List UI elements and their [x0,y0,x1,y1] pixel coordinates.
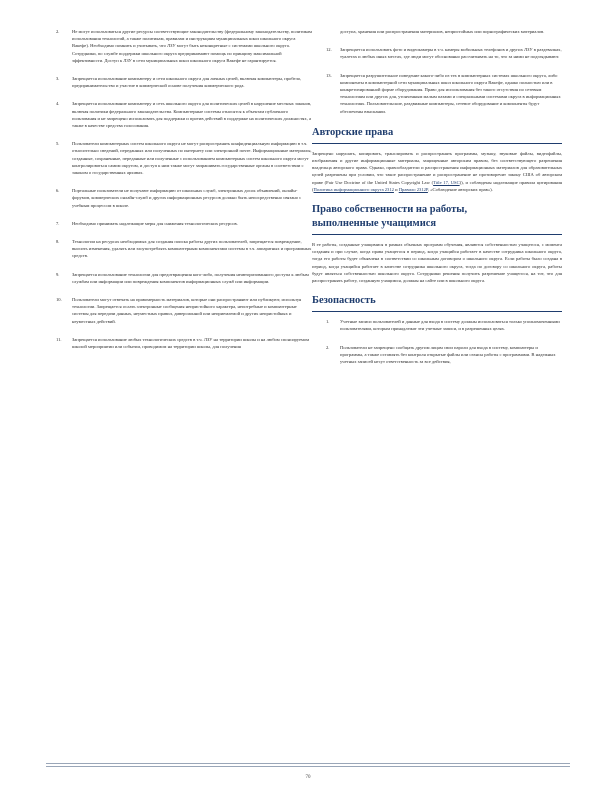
item-text: Пользователи могут отвечать на правомерность материалов, которые они распространяют или публикуют, используя технологии. Запрещается ослать электронные сообщения непристойного характера, непотребные и компьютерные системы для передачи данных, неуместных правил, диверсионной или неприемлемой и других непристойных и неуместных действий. [72,297,302,324]
item-text: Запрещается использование технологии для предотвращения кого-либо, получения неавторизованного доступа к любым службам или информации или повреждения компонентов информационных служб или информации. [72,271,309,284]
item-number: 6. [56,188,60,194]
copyright-heading: Авторские права [312,126,562,144]
item-text: Запрещается использование компьютеру и сети школьного округа для личных целей, включая компьютеры, пробело, предпринимательство и участие в коммерческой основе получения коммерческого рода. [72,76,302,89]
list-item [56,75,312,89]
list-item [56,187,312,209]
ownership-paragraph: В ее работы, созданные учащимися в рамках обычных программ обучения, являются собственностью учащегося, с момента создания и при случае, когда права учащегося в период, когда учащийся работает в качестве сотрудника школьного округа, тогда его работы будет объявлена в соответствии со школьным договором о школьного округа. Если работы было создана в период, когда учащийся работает в качестве сотрудника школьного округа, тогда по договору со школьного округа, работы будут являться собственностью школьного округа. Сотрудники решения получить разрешение учащегося, на тот, что для распространять работу, созданную учащимся, должны на сайте или в школьного округа. [312,242,562,284]
item-text: Не могут использоваться другие ресурсы соответствующие законодательству (федеральному законодательству, политикам использования технологий, а также политикам, правилам и инструкциям муниципальных школ школьного округа Вакефе). Необходимо помнить и учитывать, что ЛЗУ могут быть неконкретные с системами школьного округа. Сотрудники, по службе поддержки школьного округа предпринимают помощь по принципу максимальной эффективности. Доступ к ЛЗУ в сети муниципальных школ школьного округа Вакефе не гарантируется. [72,29,312,63]
item-text: Портальные пользователи не получают информацию от школьных служб, электронных досок объявлений, онлайн-форумов, коммерческих онлайн-служб и других информационных ресурсов должно быть непосредственно связано с учебным процессом в школе. [72,188,302,208]
right-column [312,28,562,376]
item-number: 2. [326,344,330,350]
footer-divider-secondary [46,766,570,767]
item-text: Запрещается использование компьютеру и сеть школьного округа для политических целей в нарушение местных законов, включая политики федерального законодательства. Компьютерные системы относятся к объектам публичного пользования и не запрещено использовать для поддержки и против действий в поддержке на политических должностях, а также в качестве средства голосования. [72,101,312,129]
list-item [312,318,562,332]
item-text: Запрещается использовать фото и видеокамеры в т.ч. камеры мобильных телефонов и других ЛЗУ в раздевалках, туалетах и любых иных местах, где люди могут обоснованно рассчитывать на то, что за ними не подглядывают. [340,47,562,60]
item-text: Пользователи не запрещено сообщать другим лицам свои пароли для входа в систему, компьютеры и программы, а также оставлять без контроля открытые файлы или сеансы работы с программами. В надежных учетных записей несут ответственность за все действия, [340,344,556,365]
page-number: 70 [305,775,311,780]
item-number: 2. [56,29,60,34]
security-list [312,318,562,365]
item-number: 11. [56,336,62,342]
item-number: 13. [326,72,332,78]
security-heading: Безопасность [312,294,562,312]
list-item [312,46,562,60]
item-number: 12. [326,47,332,53]
list-item [56,100,312,129]
list-item [56,140,312,176]
list-item [56,238,312,260]
rules-list-continued [312,46,562,115]
item-number: 8. [56,239,60,245]
left-column [56,28,312,361]
item-number: 4. [56,101,60,107]
list-item [312,72,562,115]
item-text: Учетные записи пользователей и данные для входа в систему должны использоваться только уполномоченными пользователями, которым принадлежат эти учетные записи, и в разрешенных целях. [340,319,560,332]
item-number: 5. [56,141,60,147]
item-text: Запрещается использование любых технологических средств в т.ч. ЛЗУ на территории школы и на любом спонсируемом школой мероприятии или событии, проводимом на территории школы, для получения [72,336,310,350]
ownership-heading: Право собственности на работы, выполненные учащимися [312,203,562,235]
list-item [56,28,312,64]
item-text: Технологии на ресурсах необходимых для создания поиска работы других пользователей, запрещается повреждение, вносить изменения, удалять или злоупотреблять компьютерным компонентами системы в т.ч. аппаратных и программных средств. [72,239,312,259]
item-number: 3. [56,76,60,82]
list-item [56,220,312,227]
rules-list [56,28,312,350]
copyright-paragraph: Запрещено нарушать, копировать, транслировать и распространять программы, музыку, звуковые файлы, видеофайлы, изображения и другие информационные материалы, защищенные авторским правом, без соответствующего разрешения владельца авторского права. Однако, правообладатели и распространения информационных материалов для образовательных целей разрешены при условии, что такое распространение и распространение не противоречит закону США об авторском праве (Fair Use Doctrine of the United States Copyright Law (Title 17, USC)), и соблюдены надлежащие правила цитирования (Политика информационного округа 2312 и Правило 2312Р, «Соблюдение авторских прав»). [312,150,562,192]
list-item [312,344,562,366]
item-text: Запрещается разрушительное поведение какого-либо из тех в компьютерных системах школьного округа, либо компоненты в компьютерной сети муниципальных школ школьного округа Вакефе, однако полностью или в конкретизированной форме оборудования. Право для использования без такого отсутствия по сетевым технологиям или других для, утонченным малым пазами и специальными системами округа в информационных технологиях. Пользовательские, раздвижные компьютеры, сетевое оборудование и компоненты будут обеспечены взыскании. [340,72,561,114]
item-number: 1. [326,319,330,325]
item-number: 7. [56,220,60,226]
list-item [56,296,312,325]
item-text: Необходимо принимать надлежащие меры для снижения технологических ресурсов. [72,220,238,226]
continued-text: доступа, хранения или распространения материалов, непристойных или порнографических материалов. [340,29,545,34]
title17-link[interactable]: Title 17, USC [433,179,460,185]
list-item [56,271,312,285]
item-number: 10. [56,297,62,303]
policy-2312-link[interactable]: Политика информационного округа 2312 [313,186,394,192]
rule-2312p-link[interactable]: Правило 2312Р [398,186,428,192]
item-number: 9. [56,271,60,277]
list-item [312,28,562,35]
list-item [56,336,312,350]
item-text: Пользователи компьютерных систем школьного округа не могут распространять конфиденциальную информацию в т.ч. относительно сведений, переданных или полученных по интернету или электронной почте. Информационные материалы, созданные, сохраненные, переданные или полученные с использованием компьютерных систем школьного округа могут контролироваться самим округом, и доступ к ним также могут запрашивать государственные органы в соответствии с законом о государственных архивах. [72,141,312,176]
footer-divider [46,763,570,764]
